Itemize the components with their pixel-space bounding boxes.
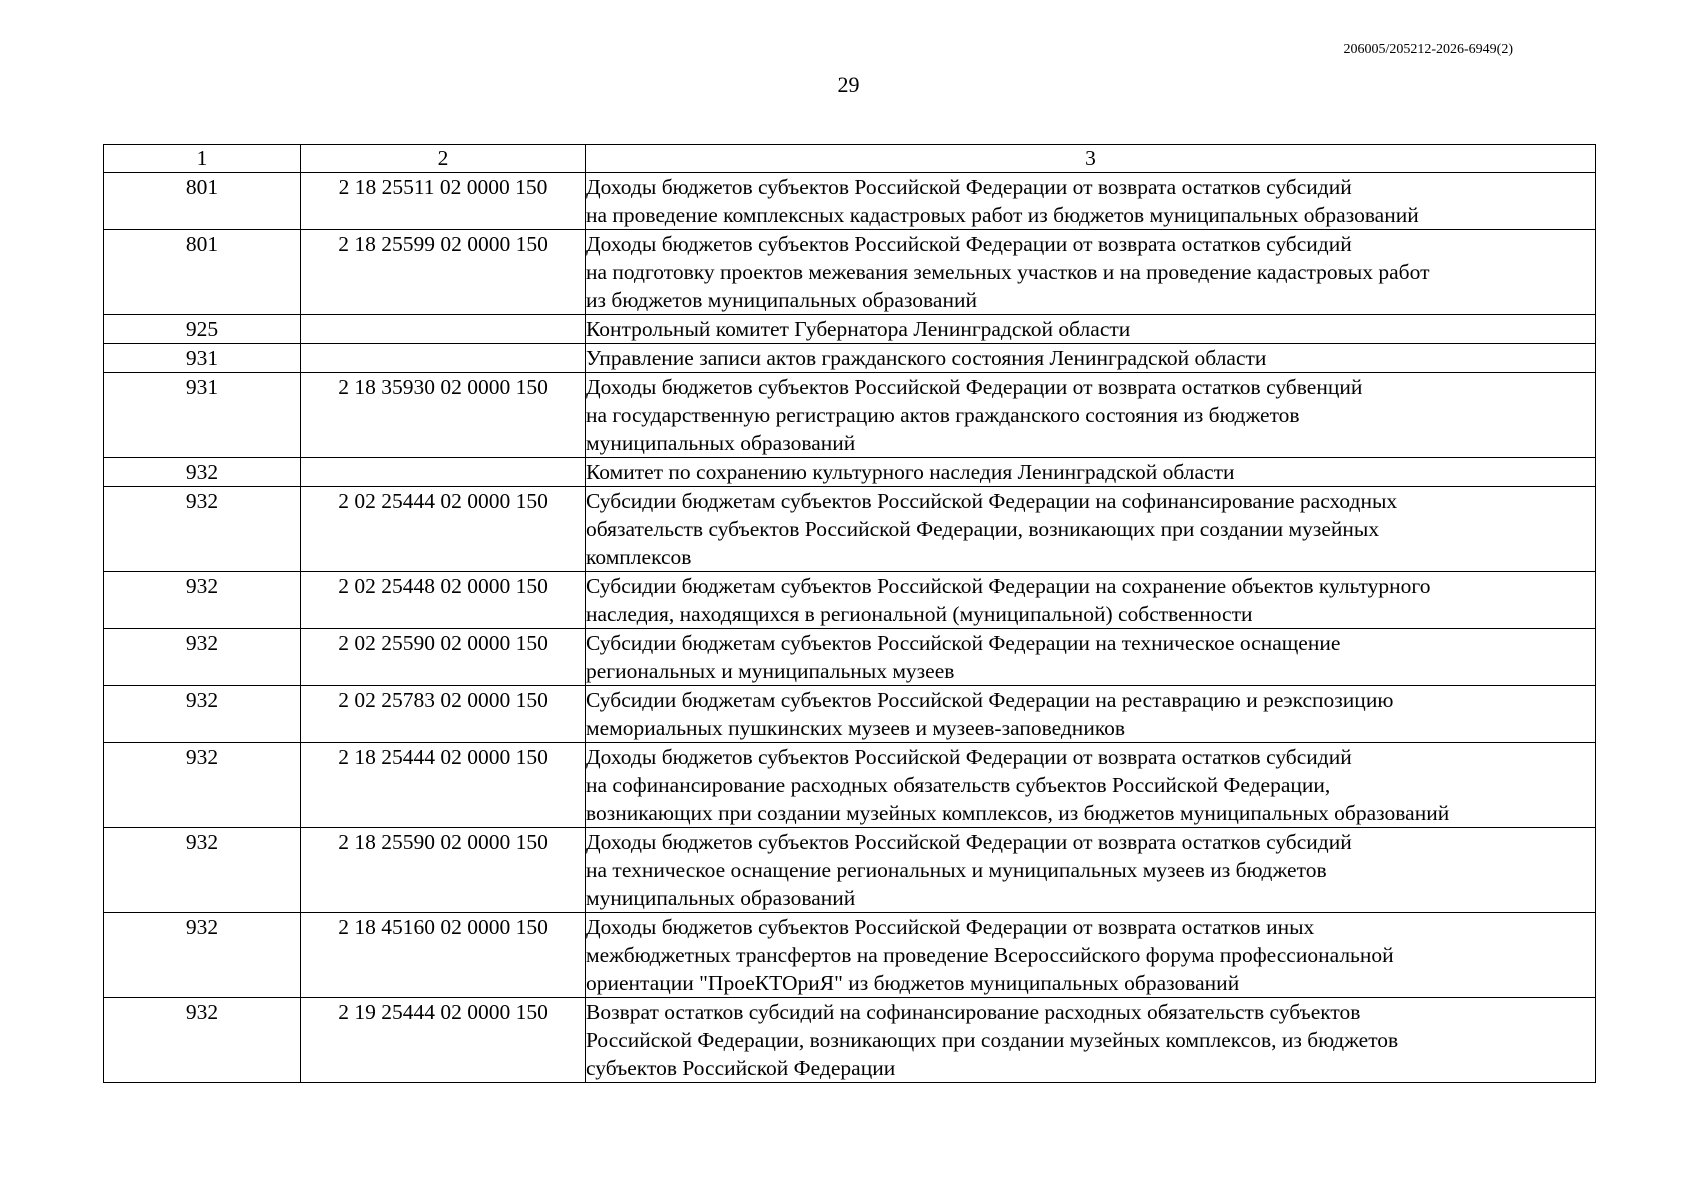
revenue-name-line: обязательств субъектов Российской Федерации, возникающих при создании музейных (586, 517, 1380, 541)
revenue-name-line: субъектов Российской Федерации (586, 1056, 896, 1080)
table-row (104, 230, 1596, 315)
revenue-name-cell (586, 998, 1596, 1083)
revenue-name-line: Субсидии бюджетам субъектов Российской Федерации на софинансирование расходных (586, 489, 1398, 513)
admin-code-cell: 925 (104, 315, 301, 344)
revenue-name-line: Управление записи актов гражданского состояния Ленинградской области (586, 346, 1267, 370)
revenue-name-line: из бюджетов муниципальных образований (586, 288, 977, 312)
table-row (104, 629, 1596, 686)
revenue-name-line: на софинансирование расходных обязательств субъектов Российской Федерации, (586, 773, 1331, 797)
revenue-name-cell (586, 487, 1596, 572)
header-row (104, 145, 1596, 173)
revenue-name-cell (586, 344, 1596, 373)
revenue-name-line: Возврат остатков субсидий на софинансирование расходных обязательств субъектов (586, 1000, 1361, 1024)
revenue-name-line: Субсидии бюджетам субъектов Российской Федерации на сохранение объектов культурного (586, 574, 1431, 598)
revenue-name-cell (586, 230, 1596, 315)
document-id: 206005/205212-2026-6949(2) (1343, 42, 1513, 57)
revenue-name-line: Контрольный комитет Губернатора Ленинградской области (586, 317, 1131, 341)
budget-code-cell: 2 02 25448 02 0000 150 (301, 572, 586, 629)
revenue-name-line: муниципальных образований (586, 431, 856, 455)
table-row (104, 373, 1596, 458)
revenue-name-line: Доходы бюджетов субъектов Российской Федерации от возврата остатков субвенций (586, 375, 1363, 399)
budget-code-cell: 2 18 25590 02 0000 150 (301, 828, 586, 913)
revenue-name-cell (586, 373, 1596, 458)
revenue-name-cell (586, 913, 1596, 998)
column-header-2: 2 (301, 145, 586, 173)
revenue-name-cell (586, 315, 1596, 344)
revenue-name-cell (586, 572, 1596, 629)
admin-code-cell: 932 (104, 487, 301, 572)
admin-code-cell: 801 (104, 230, 301, 315)
revenue-name-line: на проведение комплексных кадастровых работ из бюджетов муниципальных образований (586, 203, 1419, 227)
table-row (104, 686, 1596, 743)
admin-code-cell: 932 (104, 458, 301, 487)
budget-code-cell: 2 02 25783 02 0000 150 (301, 686, 586, 743)
column-header-3: 3 (586, 145, 1596, 173)
table-row (104, 458, 1596, 487)
budget-code-cell: 2 02 25444 02 0000 150 (301, 487, 586, 572)
page-number: 29 (837, 72, 860, 97)
revenue-name-line: Доходы бюджетов субъектов Российской Федерации от возврата остатков иных (586, 915, 1315, 939)
revenue-name-cell (586, 686, 1596, 743)
revenue-name-cell (586, 828, 1596, 913)
revenue-name-line: на подготовку проектов межевания земельных участков и на проведение кадастровых работ (586, 260, 1430, 284)
budget-code-cell: 2 02 25590 02 0000 150 (301, 629, 586, 686)
admin-code-cell: 801 (104, 173, 301, 230)
admin-code-cell: 932 (104, 998, 301, 1083)
table-row (104, 487, 1596, 572)
budget-code-cell (301, 344, 586, 373)
table-row (104, 998, 1596, 1083)
admin-code-cell: 931 (104, 373, 301, 458)
table-row (104, 828, 1596, 913)
revenue-name-cell (586, 458, 1596, 487)
revenue-name-line: мемориальных пушкинских музеев и музеев-заповедников (586, 716, 1126, 740)
admin-code-cell: 932 (104, 572, 301, 629)
revenue-name-line: возникающих при создании музейных комплексов, из бюджетов муниципальных образований (586, 801, 1450, 825)
revenue-name-line: Российской Федерации, возникающих при создании музейных комплексов, из бюджетов (586, 1028, 1399, 1052)
admin-code-cell: 932 (104, 686, 301, 743)
budget-code-cell: 2 18 25599 02 0000 150 (301, 230, 586, 315)
table-row (104, 572, 1596, 629)
revenue-name-line: муниципальных образований (586, 886, 856, 910)
revenue-name-cell (586, 173, 1596, 230)
admin-code-cell: 932 (104, 828, 301, 913)
revenue-name-line: наследия, находящихся в региональной (муниципальной) собственности (586, 602, 1253, 626)
admin-code-cell: 931 (104, 344, 301, 373)
budget-code-cell: 2 18 35930 02 0000 150 (301, 373, 586, 458)
table-body (104, 173, 1596, 1083)
revenue-name-line: Комитет по сохранению культурного наследия Ленинградской области (586, 460, 1235, 484)
revenue-name-line: ориентации "ПроеКТОриЯ" из бюджетов муниципальных образований (586, 971, 1240, 995)
revenue-codes-table (103, 144, 1596, 1083)
budget-code-cell: 2 19 25444 02 0000 150 (301, 998, 586, 1083)
budget-code-cell (301, 315, 586, 344)
budget-code-cell: 2 18 25444 02 0000 150 (301, 743, 586, 828)
table-row (104, 315, 1596, 344)
revenue-name-line: комплексов (586, 545, 692, 569)
budget-code-cell: 2 18 25511 02 0000 150 (301, 173, 586, 230)
admin-code-cell: 932 (104, 743, 301, 828)
revenue-name-line: Субсидии бюджетам субъектов Российской Федерации на реставрацию и реэкспозицию (586, 688, 1394, 712)
table-row (104, 344, 1596, 373)
revenue-name-cell (586, 629, 1596, 686)
revenue-name-cell (586, 743, 1596, 828)
column-header-1: 1 (104, 145, 301, 173)
revenue-name-line: Доходы бюджетов субъектов Российской Федерации от возврата остатков субсидий (586, 745, 1352, 769)
admin-code-cell: 932 (104, 629, 301, 686)
budget-code-cell: 2 18 45160 02 0000 150 (301, 913, 586, 998)
table-header (104, 145, 1596, 173)
table-row (104, 743, 1596, 828)
table-row (104, 173, 1596, 230)
revenue-name-line: Доходы бюджетов субъектов Российской Федерации от возврата остатков субсидий (586, 175, 1352, 199)
revenue-name-line: Субсидии бюджетам субъектов Российской Федерации на техническое оснащение (586, 631, 1341, 655)
revenue-name-line: на техническое оснащение региональных и муниципальных музеев из бюджетов (586, 858, 1327, 882)
revenue-name-line: Доходы бюджетов субъектов Российской Федерации от возврата остатков субсидий (586, 232, 1352, 256)
budget-code-cell (301, 458, 586, 487)
revenue-name-line: межбюджетных трансфертов на проведение Всероссийского форума профессиональной (586, 943, 1394, 967)
revenue-name-line: на государственную регистрацию актов гражданского состояния из бюджетов (586, 403, 1300, 427)
revenue-name-line: региональных и муниципальных музеев (586, 659, 955, 683)
revenue-name-line: Доходы бюджетов субъектов Российской Федерации от возврата остатков субсидий (586, 830, 1352, 854)
table-row (104, 913, 1596, 998)
admin-code-cell: 932 (104, 913, 301, 998)
